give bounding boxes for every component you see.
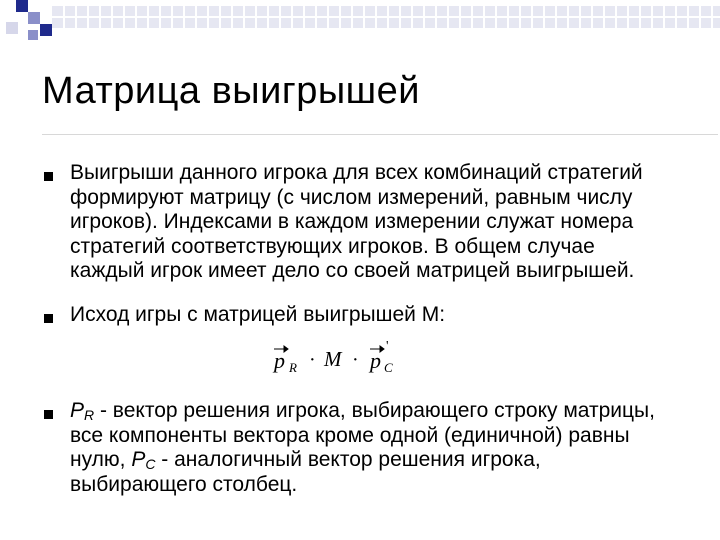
formula-dot-1: · bbox=[309, 349, 316, 371]
deco-square-dark bbox=[16, 0, 28, 12]
deco-square-light bbox=[6, 22, 18, 34]
deco-square-mid bbox=[28, 30, 38, 40]
formula-sub-c: C bbox=[384, 360, 393, 375]
var-p-c: P bbox=[131, 448, 146, 471]
formula-transpose: ' bbox=[386, 339, 389, 354]
var-p-c-sub: C bbox=[145, 456, 156, 472]
decorative-header-strip bbox=[0, 0, 720, 48]
payoff-formula bbox=[262, 338, 422, 380]
bullet3-part1: - вектор решения игрока, выбирающего строку матрицы, все компоненты вектора кроме одной (единичной) равны нулю, bbox=[70, 399, 655, 471]
deco-square-dark bbox=[40, 24, 52, 36]
formula-p-c: p bbox=[370, 348, 381, 373]
var-p-r: P bbox=[70, 399, 85, 422]
deco-square-mid bbox=[28, 12, 40, 24]
bullet3-part2: - аналогичный вектор решения игрока, выбирающего столбец. bbox=[70, 448, 541, 496]
bullet-marker bbox=[44, 314, 53, 323]
formula-dot-2: · bbox=[352, 349, 359, 371]
bullet-text-2: Исход игры с матрицей выигрышей M: bbox=[70, 303, 446, 326]
formula-matrix-m: M bbox=[324, 347, 342, 371]
title-divider bbox=[42, 134, 718, 135]
bullet-text-3 bbox=[70, 399, 670, 497]
bullet-marker bbox=[44, 410, 53, 419]
formula-sub-r: R bbox=[289, 360, 297, 375]
slide-title: Матрица выигрышей bbox=[42, 70, 420, 112]
var-p-r-sub: R bbox=[84, 407, 95, 423]
formula-p-r: p bbox=[274, 348, 285, 373]
bullet-text-1: Выигрыши данного игрока для всех комбинаций стратегий формируют матрицу (с числом измерений, равным числу игроков). Индексами в каждом измерении служат номера стратегий соответствующих игроков. В общем случае каждый игрок имеет дело со своей матрицей выигрышей. bbox=[70, 161, 643, 282]
bullet-marker bbox=[44, 172, 53, 181]
